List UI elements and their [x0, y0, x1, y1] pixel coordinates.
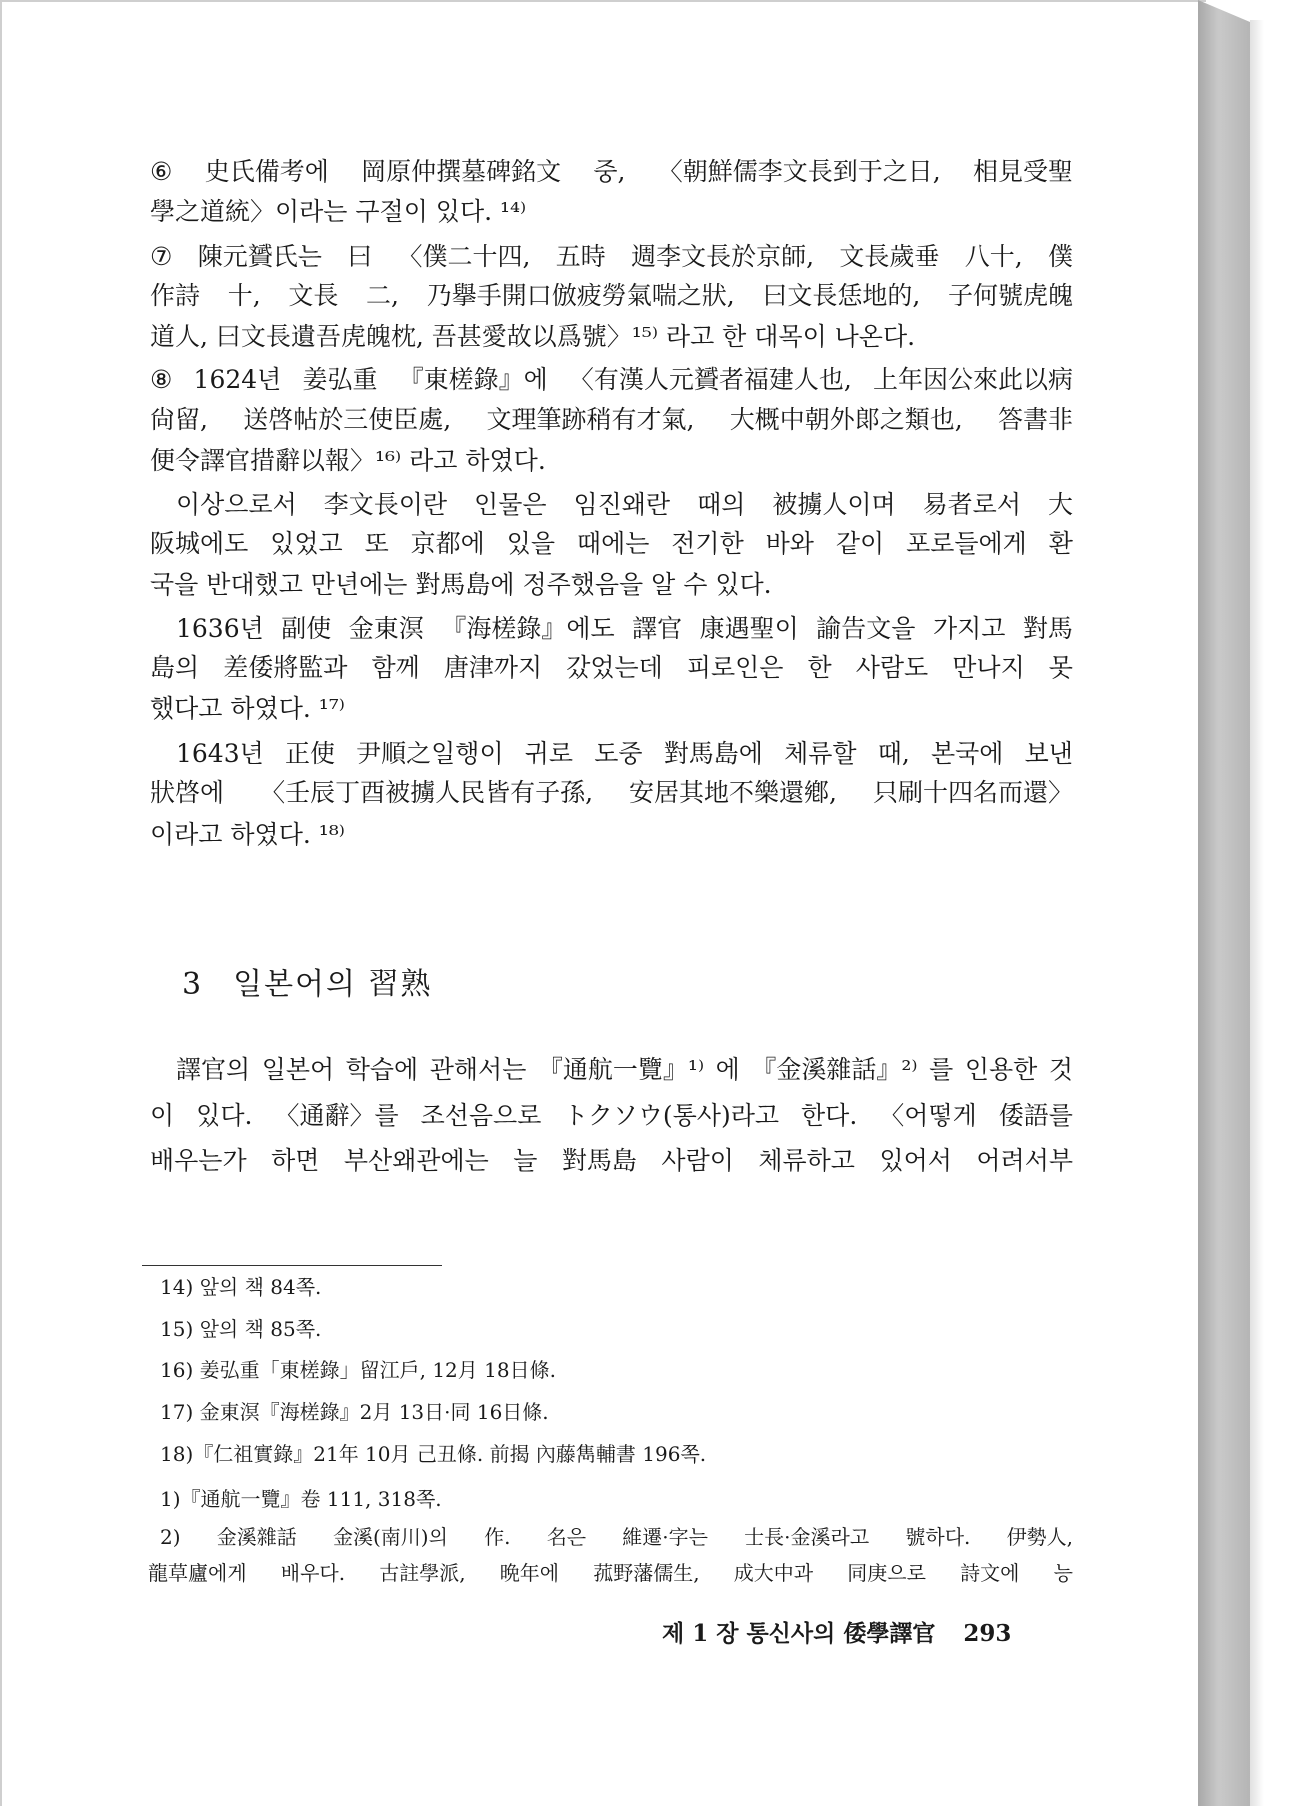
word: 對馬 [1022, 614, 1073, 643]
body-line [150, 242, 1073, 272]
word: 易者로서 [922, 490, 1021, 519]
word: 가지고 [932, 614, 1006, 643]
body-line [150, 157, 1073, 187]
section-title: 일본어의 習熟 [233, 967, 433, 1002]
word: 京都에 [410, 529, 485, 558]
word: 늘 [513, 1146, 538, 1175]
word: 본국에 [930, 739, 1004, 768]
word: 갔었는데 [566, 653, 663, 682]
word: 倭語를 [998, 1101, 1073, 1130]
word: 士長·金溪라고 [744, 1525, 870, 1549]
footnote: 1)『通航一覽』卷 111, 318쪽. [160, 1487, 442, 1511]
word: 號하다. [905, 1525, 971, 1549]
word: ⑦ [150, 242, 173, 271]
word: ⑧ [150, 365, 173, 394]
body-line: 이라고 하였다. ¹⁸⁾ [150, 820, 345, 849]
word: 〈有漢人元贇者福建人也, [568, 365, 852, 394]
word: 子何號虎魄 [947, 281, 1073, 310]
body-line [150, 529, 1073, 559]
footnote: 15) 앞의 책 85쪽. [160, 1317, 322, 1341]
word: 1624년 [193, 365, 282, 394]
word: 譯官 [632, 614, 683, 643]
word: 『海槎錄』에도 [441, 614, 615, 643]
body-line [150, 1146, 1073, 1176]
body-line [176, 1055, 1073, 1085]
section-number: 3 [182, 967, 204, 1002]
word: 도중 [594, 739, 643, 768]
word: 僕 [1047, 242, 1073, 271]
word: 維遷·字는 [622, 1525, 708, 1549]
word: 乃擧手開口倣疲勞氣喘之狀, [426, 281, 735, 310]
word: 2) [160, 1525, 181, 1549]
footnote: 14) 앞의 책 84쪽. [160, 1275, 322, 1299]
word: 1636년 [176, 614, 264, 643]
word: 伊勢人, [1006, 1525, 1073, 1549]
word: 對馬島 [561, 1146, 637, 1175]
footnote: 18)『仁祖實錄』21年 10月 己丑條. 前揭 內藤雋輔書 196쪽. [160, 1442, 707, 1466]
word: 八十, [964, 242, 1023, 271]
word: 부산왜관에는 [343, 1146, 489, 1175]
word: 同庚으로 [847, 1561, 926, 1585]
word: 龍草廬에게 [148, 1561, 247, 1585]
body-line: 국을 반대했고 만년에는 對馬島에 정주했음을 알 수 있다. [150, 570, 772, 599]
body-line: 했다고 하였다. ¹⁷⁾ [150, 694, 345, 723]
word: トクソウ(통사)라고 [563, 1101, 779, 1130]
body-line: 道人, 曰文長遺吾虎魄枕, 吾甚愛故以爲號〉¹⁵⁾ 라고 한 대목이 나온다. [150, 322, 916, 351]
word: 尙留, [150, 405, 208, 434]
word: 〈通辭〉를 [274, 1101, 399, 1130]
word: 差倭將監과 [223, 653, 348, 682]
word: 사람이 [661, 1146, 734, 1175]
word: 唐津까지 [443, 653, 543, 682]
word: ⑥ [150, 157, 173, 186]
word: 함께 [371, 653, 420, 682]
word: 名은 [546, 1525, 587, 1549]
word: 1643년 [176, 739, 264, 768]
word: 를 [929, 1055, 954, 1084]
word: 安居其地不樂還鄕, [629, 778, 837, 807]
body-line [176, 614, 1073, 644]
body-line: 便令譯官措辭以報〉¹⁶⁾ 라고 하였다. [150, 446, 546, 475]
word: 文長歲垂 [839, 242, 940, 271]
word: 文長 [288, 281, 339, 310]
word: 正使 [284, 739, 335, 768]
word: 피로인은 [686, 653, 784, 682]
word: 못 [1048, 653, 1073, 682]
body-line [150, 365, 1073, 395]
word: 十, [227, 281, 261, 310]
word: 때의 [697, 490, 746, 519]
running-title: 제 1 장 통신사의 倭學譯官 [662, 1620, 936, 1647]
word: 島의 [150, 653, 200, 682]
word: 배우다. [280, 1561, 346, 1585]
page-shadow [1250, 20, 1264, 1806]
word: 作. [484, 1525, 511, 1549]
word: 하면 [271, 1146, 320, 1175]
word: 〈僕二十四, [397, 242, 531, 271]
word: 只刷十四名而還〉 [872, 778, 1073, 807]
word: 作詩 [150, 281, 201, 310]
word: 尹順之일행이 [356, 739, 504, 768]
word: 古註學派, [379, 1561, 466, 1585]
body-line: 學之道統〉이라는 구절이 있다. ¹⁴⁾ [150, 197, 527, 226]
word: 한 [807, 653, 832, 682]
word: 만나지 [952, 653, 1025, 682]
word: 文理筆跡稍有才氣, [486, 405, 695, 434]
word: 있다. [196, 1101, 253, 1130]
footnote [160, 1524, 1073, 1550]
word: 陳元贇氏는 [197, 242, 322, 271]
word: 귀로 [524, 739, 574, 768]
word: 중, [593, 157, 626, 186]
word: 金溪雜話 [216, 1525, 297, 1549]
word: 答書非 [997, 405, 1073, 434]
word: 바와 [765, 529, 814, 558]
word: 二, [366, 281, 399, 310]
word: 때에는 [576, 529, 650, 558]
word: 金溪(南川)의 [332, 1525, 448, 1549]
word: 菰野藩儒生, [593, 1561, 700, 1585]
word: 능 [1053, 1561, 1073, 1585]
word: 것 [1048, 1055, 1073, 1084]
word: 康遇聖이 [699, 614, 799, 643]
word: 〈어떻게 [879, 1101, 977, 1130]
word: 전기한 [671, 529, 744, 558]
word: 『金溪雜話』²⁾ [751, 1055, 918, 1084]
word: 또 [364, 529, 389, 558]
word: 大概中朝外郞之類也, [729, 405, 963, 434]
word: 〈壬辰丁酉被擄人民皆有子孫, [260, 778, 594, 807]
word: 李文長이란 [323, 490, 448, 519]
body-line [176, 490, 1073, 520]
word: 어려서부 [976, 1146, 1073, 1175]
word: 체류할 [784, 739, 857, 768]
word: 〈朝鮮儒李文長到于之日, [657, 157, 941, 186]
word: 『東槎錄』에 [398, 365, 548, 394]
word: 포로들에게 [906, 529, 1027, 558]
word: 관해서는 [429, 1055, 527, 1084]
body-line [150, 778, 1073, 808]
word: 조선음으로 [420, 1101, 542, 1130]
section-heading [182, 967, 433, 1003]
body-line [176, 739, 1073, 769]
word: 諭告文을 [816, 614, 916, 643]
word: 체류하고 [758, 1146, 855, 1175]
word: 被擄人이며 [772, 490, 896, 519]
footnote: 16) 姜弘重「東槎錄」留江戶, 12月 18日條. [160, 1358, 556, 1382]
word: 일본어 [261, 1055, 335, 1084]
word: 姜弘重 [302, 365, 378, 394]
word: 『通航一覽』¹⁾ [537, 1055, 705, 1084]
word: 있었고 [270, 529, 343, 558]
word: 인용한 [964, 1055, 1038, 1084]
word: 인물은 [474, 490, 547, 519]
word: 환 [1048, 529, 1073, 558]
footnote: 17) 金東溟『海槎錄』2月 13日·同 16日條. [160, 1400, 549, 1424]
body-line [150, 281, 1073, 311]
word: 임진왜란 [573, 490, 671, 519]
word: 詩文에 [960, 1561, 1020, 1585]
word: 보낸 [1024, 739, 1073, 768]
word: 狀啓에 [150, 778, 225, 807]
word: 배우는가 [150, 1146, 247, 1175]
word: 副使 [281, 614, 332, 643]
word: 晩年에 [499, 1561, 560, 1585]
word: 때, [877, 739, 910, 768]
word: 같이 [835, 529, 885, 558]
running-footer [662, 1619, 1011, 1649]
word: 大 [1047, 490, 1073, 519]
word: 한다. [801, 1101, 858, 1130]
word: 曰 [347, 242, 373, 271]
body-line [150, 1101, 1073, 1131]
word: 金東溟 [348, 614, 424, 643]
body-line [150, 405, 1073, 435]
word: 岡原仲撰墓碑銘文 [361, 157, 562, 186]
word: 成大中과 [733, 1561, 814, 1585]
word: 五時 [555, 242, 606, 271]
word: 對馬島에 [663, 739, 763, 768]
word: 送啓帖於三使臣處, [243, 405, 452, 434]
page-number: 293 [963, 1620, 1012, 1647]
word: 週李文長於京師, [631, 242, 815, 271]
page-stack-edge [1198, 0, 1250, 1806]
word: 있어서 [879, 1146, 952, 1175]
word: 사람도 [855, 653, 929, 682]
word: 相見受聖 [972, 157, 1073, 186]
word: 에 [715, 1055, 740, 1084]
word: 이 [150, 1101, 175, 1130]
word: 上年因公來此以病 [872, 365, 1073, 394]
word: 譯官의 [176, 1055, 251, 1084]
footnote [148, 1560, 1073, 1586]
word: 이상으로서 [176, 490, 297, 519]
footnote-divider [142, 1265, 442, 1266]
word: 학습에 [345, 1055, 419, 1084]
word: 있을 [506, 529, 556, 558]
word: 曰文長恁地的, [762, 281, 921, 310]
word: 阪城에도 [150, 529, 249, 558]
word: 史氏備考에 [204, 157, 329, 186]
body-line [150, 653, 1073, 683]
